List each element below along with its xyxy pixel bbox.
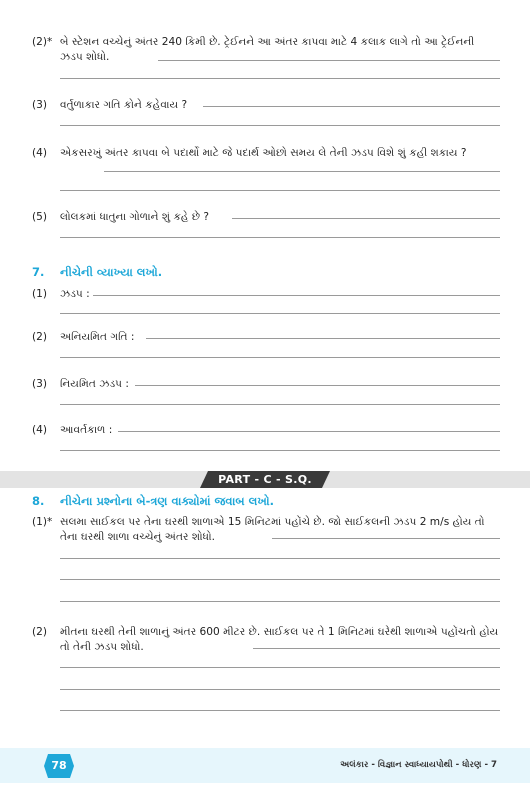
question-number: (2) bbox=[32, 626, 48, 638]
item-text: નિયમિત ઝડપ : bbox=[60, 378, 129, 390]
answer-line bbox=[272, 538, 500, 539]
answer-line bbox=[203, 106, 500, 107]
answer-line bbox=[60, 78, 500, 79]
question-number: (5) bbox=[32, 211, 48, 223]
item-number: (4) bbox=[32, 424, 48, 436]
question-text: બે સ્ટેશન વચ્ચેનું અંતર 240 કિમી છે. ટ્રેઈનને આ અંતર કાપવા માટે 4 કલાક લાગે તો આ ટ્રેઈનની ઝડપ શોધો. bbox=[60, 36, 475, 63]
section-number: 8. bbox=[32, 494, 45, 508]
answer-line bbox=[158, 60, 500, 61]
item-text: અનિયમિત ગતિ : bbox=[60, 331, 135, 343]
question-text: એકસરખું અંતર કાપવા બે પદાર્થો માટે જે પદાર્થ ઓછો સમય લે તેની ઝડપ વિશે શું કહી શકાય ? bbox=[60, 147, 467, 159]
answer-line bbox=[60, 710, 500, 711]
section-title: નીચેના પ્રશ્નોના બે-ત્રણ વાક્યોમાં જવાબ લખો. bbox=[60, 494, 275, 508]
answer-line bbox=[60, 190, 500, 191]
section-title: નીચેની વ્યાખ્યા લખો. bbox=[60, 265, 163, 279]
part-label bbox=[200, 471, 330, 488]
answer-line bbox=[253, 648, 500, 649]
item-text: આવર્તકાળ : bbox=[60, 424, 113, 436]
answer-line bbox=[118, 431, 500, 432]
answer-line bbox=[60, 689, 500, 690]
answer-line bbox=[60, 601, 500, 602]
question-number: (3) bbox=[32, 99, 48, 111]
question-4 bbox=[32, 146, 500, 178]
answer-line bbox=[93, 295, 500, 296]
page-number: 78 bbox=[51, 759, 67, 772]
answer-line bbox=[60, 667, 500, 668]
page-number-badge bbox=[44, 754, 74, 778]
book-title: અલંકાર - વિજ્ઞાન સ્વાધ્યાયપોથી - ધોરણ - 7 bbox=[340, 760, 497, 770]
question-number: (1)* bbox=[32, 516, 53, 528]
question-number: (2)* bbox=[32, 36, 53, 48]
answer-line bbox=[146, 338, 500, 339]
short-question-1 bbox=[32, 515, 500, 547]
answer-line bbox=[135, 385, 500, 386]
short-question-2 bbox=[32, 625, 500, 657]
question-text: મીતના ઘરથી તેની શાળાનું અંતર 600 મીટર છે. સાઈકલ પર તે 1 મિનિટમાં ઘરેથી શાળાએ પહોંચતો હોય તો તેની ઝડપ શોધો. bbox=[60, 626, 499, 653]
section-7-heading bbox=[32, 265, 332, 281]
question-text: લોલકમાં ધાતુના ગોળાને શું કહે છે ? bbox=[60, 211, 210, 223]
section-number: 7. bbox=[32, 265, 45, 279]
item-number: (3) bbox=[32, 378, 48, 390]
question-number: (4) bbox=[32, 147, 48, 159]
answer-line bbox=[60, 579, 500, 580]
part-label-text: PART - C - S.Q. bbox=[218, 473, 312, 486]
answer-line bbox=[60, 237, 500, 238]
item-number: (2) bbox=[32, 331, 48, 343]
answer-line bbox=[60, 558, 500, 559]
answer-line bbox=[60, 313, 500, 314]
item-text: ઝડપ : bbox=[60, 288, 90, 300]
question-2 bbox=[32, 35, 500, 67]
answer-line bbox=[104, 171, 500, 172]
section-8-heading bbox=[32, 494, 432, 510]
item-number: (1) bbox=[32, 288, 48, 300]
answer-line bbox=[60, 125, 500, 126]
answer-line bbox=[60, 450, 500, 451]
question-text: સલમા સાઈકલ પર તેના ઘરથી શાળાએ 15 મિનિટમાં પહોંચે છે. જો સાઈકલની ઝડપ 2 m/s હોય તો તેના ઘરથી શાળા વચ્ચેનું અંતર શોધો. bbox=[60, 516, 485, 543]
answer-line bbox=[60, 357, 500, 358]
question-text: વર્તુળાકાર ગતિ કોને કહેવાય ? bbox=[60, 99, 188, 111]
answer-line bbox=[60, 404, 500, 405]
answer-line bbox=[232, 218, 500, 219]
